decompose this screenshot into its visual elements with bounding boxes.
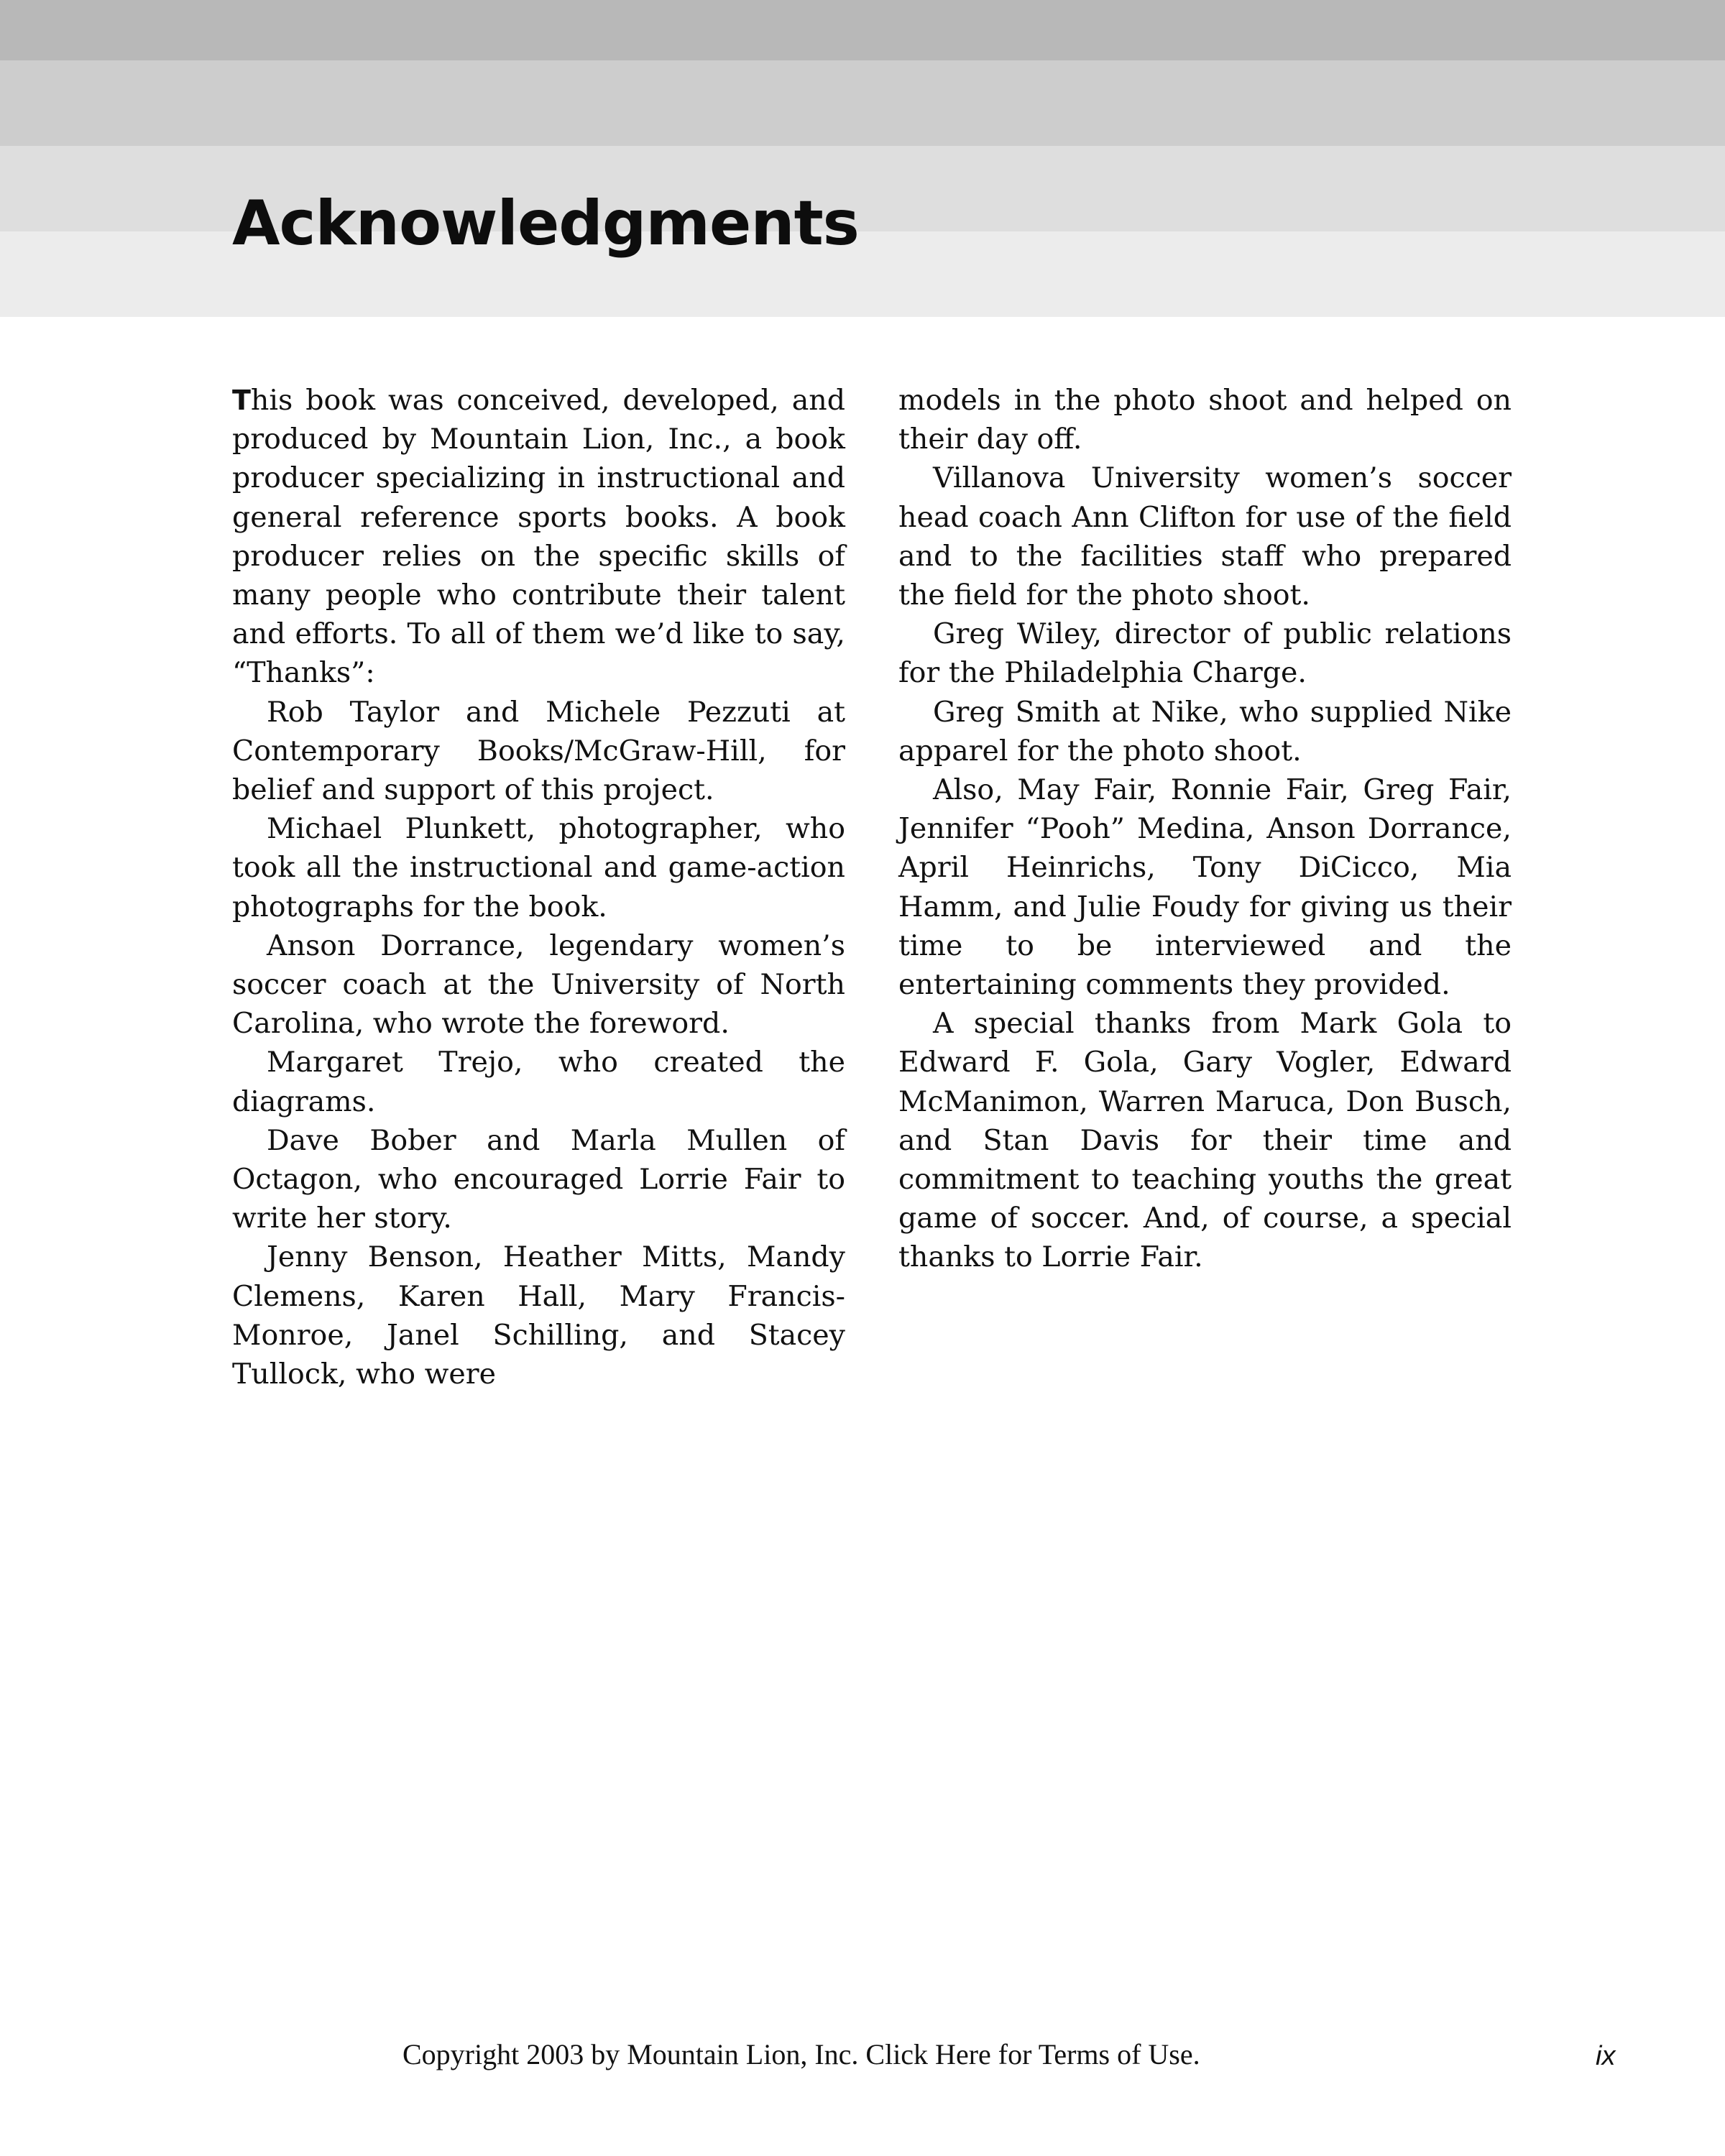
paragraph-margaret-trejo: Margaret Trejo, who created the diagrams. — [232, 1046, 845, 1118]
right-column — [898, 381, 1512, 1277]
paragraph-jenny-benson: Jenny Benson, Heather Mitts, Mandy Clemens, Karen Hall, Mary Francis-Monroe, Janel Schilling, and Stacey Tullock, who were — [232, 1240, 845, 1391]
paragraph-rob-taylor: Rob Taylor and Michele Pezzuti at Contemporary Books/McGraw-Hill, for belief and support of this project. — [232, 695, 845, 807]
header-band-medium — [0, 60, 1725, 146]
paragraph-mark-gola: A special thanks from Mark Gola to Edward F. Gola, Gary Vogler, Edward McManimon, Warren Maruca, Don Busch, and Stan Davis for their time and commitment to teaching youths the great game of soccer. And, of course, a special thanks to Lorrie Fair. — [898, 1007, 1512, 1274]
page-footer — [0, 2037, 1725, 2080]
copyright-terms-link[interactable]: Copyright 2003 by Mountain Lion, Inc. Click Here for Terms of Use. — [402, 2038, 1200, 2070]
paragraph-models-continued: models in the photo shoot and helped on their day off. — [898, 384, 1512, 456]
paragraph-villanova: Villanova University women’s soccer head coach Ann Clifton for use of the field and to the facilities staff who prepared the field for the photo shoot. — [898, 461, 1512, 612]
paragraph-greg-smith: Greg Smith at Nike, who supplied Nike apparel for the photo shoot. — [898, 695, 1512, 768]
paragraph-also: Also, May Fair, Ronnie Fair, Greg Fair, Jennifer “Pooh” Medina, Anson Dorrance, April Heinrichs, Tony DiCicco, Mia Hamm, and Julie Foudy for giving us their time to be interviewed and the entertaining comments they provided. — [898, 773, 1512, 1002]
page-title: Acknowledgments — [232, 188, 859, 259]
paragraph-michael-plunkett: Michael Plunkett, photographer, who took all the instructional and game-action photographs for the book. — [232, 812, 845, 923]
drop-cap-letter: T — [232, 384, 251, 416]
page-number: ix — [1596, 2041, 1616, 2071]
paragraph-greg-wiley: Greg Wiley, director of public relations for the Philadelphia Charge. — [898, 617, 1512, 690]
paragraph-dave-bober: Dave Bober and Marla Mullen of Octagon, who encouraged Lorrie Fair to write her story. — [232, 1123, 845, 1235]
header-band-dark — [0, 0, 1725, 60]
paragraph-anson-dorrance: Anson Dorrance, legendary women’s soccer coach at the University of North Carolina, who wrote the foreword. — [232, 929, 845, 1041]
paragraph-intro — [232, 381, 845, 693]
paragraph-intro-text: his book was conceived, developed, and produced by Mountain Lion, Inc., a book producer specializing in instructional and general reference sports books. A book producer relies on the specific skills of many people who contribute their talent and efforts. To all of them we’d like to say, “Thanks”: — [232, 384, 845, 690]
left-column — [232, 381, 845, 1393]
